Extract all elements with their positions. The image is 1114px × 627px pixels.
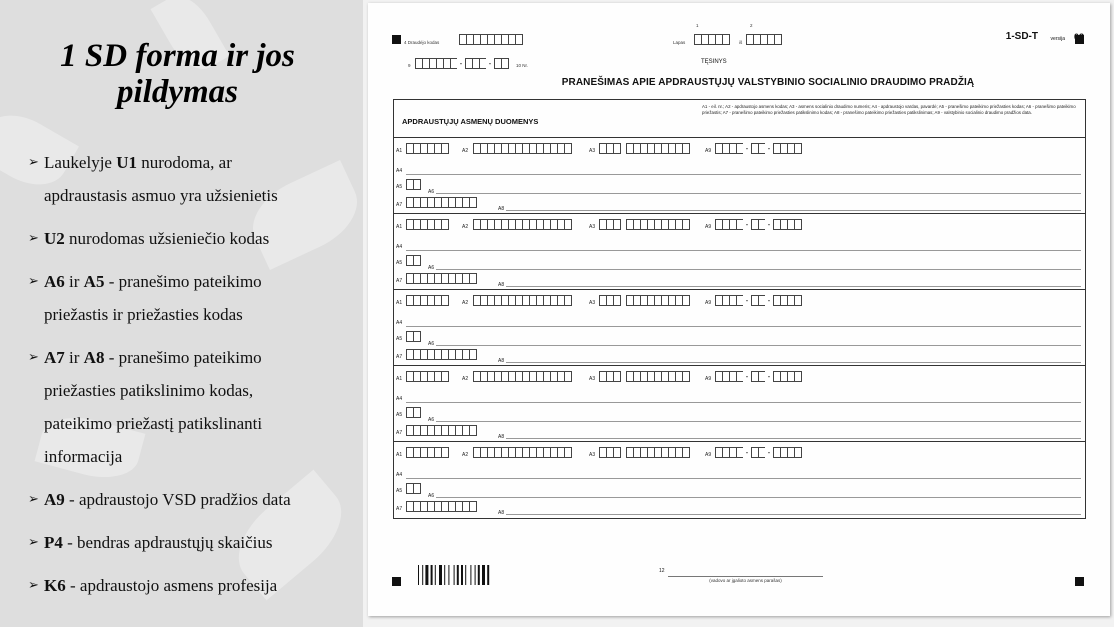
fill-line (436, 421, 1081, 422)
barcode-bar (487, 565, 489, 585)
field-label-a2: A2 (462, 452, 469, 458)
field-label-a8: A8 (498, 358, 505, 364)
field-label-a5: A5 (396, 488, 403, 494)
a3-cells (599, 371, 620, 382)
field-label-a2: A2 (462, 148, 469, 154)
field-label-a8: A8 (498, 206, 505, 212)
a2-cells (473, 447, 571, 458)
bullet-item (28, 146, 358, 212)
a9-cells: - - (715, 295, 801, 306)
text-panel (0, 0, 363, 627)
fill-line (506, 438, 1081, 439)
field-label-a9: A9 (705, 224, 712, 230)
num-1-label: 1 (696, 23, 699, 28)
a1-cells (406, 219, 448, 230)
bullet-continuation: apdraustasis asmuo yra užsienietis (44, 186, 278, 205)
a9-cells: - - (715, 447, 801, 458)
slide-title-line: 1 SD forma ir jos (60, 38, 295, 74)
continuation-label: TĘSINYS (701, 59, 727, 65)
field-label-a2: A2 (462, 376, 469, 382)
barcode-bar (448, 565, 449, 585)
person-block (394, 366, 1085, 442)
is-label: iš (739, 40, 743, 45)
num-2-label: 2 (750, 23, 753, 28)
a7-cells (406, 349, 476, 360)
bullet-list (28, 146, 358, 602)
a9-cells: - - (715, 371, 801, 382)
field-label-a7: A7 (396, 278, 403, 284)
table-title: APDRAUSTŲJŲ ASMENŲ DUOMENYS (402, 117, 539, 126)
signature-number: 12 (659, 568, 665, 574)
person-block (394, 138, 1085, 214)
registration-mark-icon (1075, 577, 1084, 586)
field-label-a1: A1 (396, 300, 403, 306)
field-label-a9: A9 (705, 300, 712, 306)
bullet-text: P4 - bendras apdraustųjų skaičius (44, 533, 273, 552)
arrow-bullet-icon: ➢ (28, 578, 39, 593)
field-label-a2: A2 (462, 300, 469, 306)
bullet-text: Laukelyje U1 nurodoma, ar (44, 153, 232, 172)
bullet-text: U2 nurodomas užsieniečio kodas (44, 229, 270, 248)
a2-cells (473, 371, 571, 382)
field-label-a4: A4 (396, 320, 403, 326)
a3-cells (599, 295, 620, 306)
signature-caption: (vadovo ar įgalioto asmens parašas) (709, 578, 782, 583)
field-label-a7: A7 (396, 506, 403, 512)
field-label-a9: A9 (705, 376, 712, 382)
insured-persons-table (393, 99, 1086, 519)
fill-line (406, 326, 1081, 327)
registration-mark-icon (392, 35, 401, 44)
field-9-label: 9 (408, 63, 411, 68)
a5-cells (406, 407, 420, 418)
field-label-a5: A5 (396, 412, 403, 418)
field-label-a6: A6 (428, 265, 435, 271)
bullet-item (28, 265, 358, 331)
a1-cells (406, 143, 448, 154)
barcode-bar (444, 565, 445, 585)
field-label-a1: A1 (396, 224, 403, 230)
a7-cells (406, 425, 476, 436)
field-label-a3: A3 (589, 300, 596, 306)
barcode-bar (470, 565, 471, 585)
field-label-a4: A4 (396, 472, 403, 478)
barcode-bar (418, 565, 419, 585)
arrow-bullet-icon: ➢ (28, 492, 39, 507)
a2-cells (473, 295, 571, 306)
form-sheet (368, 3, 1110, 616)
a3-cells (599, 219, 620, 230)
person-block (394, 214, 1085, 290)
barcode-bar (478, 565, 480, 585)
arrow-bullet-icon: ➢ (28, 350, 39, 365)
bullet-text: A9 - apdraustojo VSD pradžios data (44, 490, 291, 509)
barcode-bar (475, 565, 476, 585)
fill-line (406, 478, 1081, 479)
lapas-label: Lapas (673, 40, 686, 45)
field-label-a1: A1 (396, 376, 403, 382)
is-cells (746, 34, 781, 45)
barcode-image (418, 565, 500, 585)
fill-line (406, 174, 1081, 175)
field-label-a6: A6 (428, 189, 435, 195)
arrow-bullet-icon: ➢ (28, 535, 39, 550)
bullet-continuation: priežasties patikslinimo kodas, (44, 381, 254, 400)
field-label-a7: A7 (396, 430, 403, 436)
field-label-a4: A4 (396, 168, 403, 174)
field-label-a3: A3 (589, 224, 596, 230)
a9-cells: - - (715, 219, 801, 230)
fill-line (436, 193, 1081, 194)
barcode-bar (454, 565, 455, 585)
fill-line (506, 286, 1081, 287)
a3-cells-b (626, 371, 689, 382)
field-label-a6: A6 (428, 493, 435, 499)
field-label-a5: A5 (396, 336, 403, 342)
field-label-a3: A3 (589, 376, 596, 382)
bullet-text: A6 ir A5 - pranešimo pateikimo (44, 272, 262, 291)
a5-cells (406, 255, 420, 266)
field-label-a8: A8 (498, 510, 505, 516)
barcode-bar (425, 565, 428, 585)
nr-label: 10 Nr. (516, 63, 529, 68)
bullet-continuation: pateikimo priežastį patikslinanti (44, 414, 263, 433)
field-label-a6: A6 (428, 341, 435, 347)
barcode-bar (465, 565, 466, 585)
field-label-a5: A5 (396, 260, 403, 266)
field-label-a7: A7 (396, 354, 403, 360)
fill-line (436, 345, 1081, 346)
form-heading: PRANEŠIMAS APIE APDRAUSTŲJŲ VALSTYBINIO SOCIALINIO DRAUDIMO PRADŽIĄ (561, 77, 975, 88)
a3-cells-b (626, 219, 689, 230)
barcode-bar (457, 565, 459, 585)
field-label-a4: A4 (396, 396, 403, 402)
bullet-item (28, 526, 358, 559)
draudejo-kodas-cells (459, 34, 522, 45)
field-label-a8: A8 (498, 282, 505, 288)
field-label-a3: A3 (589, 452, 596, 458)
signature-line (668, 576, 823, 577)
arrow-bullet-icon: ➢ (28, 231, 39, 246)
fill-line (506, 210, 1081, 211)
a3-cells-b (626, 295, 689, 306)
bullet-continuation: informacija (44, 447, 123, 466)
a5-cells (406, 331, 420, 342)
field-label-a1: A1 (396, 148, 403, 154)
field-label-a2: A2 (462, 224, 469, 230)
a5-cells (406, 483, 420, 494)
field-label-a1: A1 (396, 452, 403, 458)
fill-line (406, 402, 1081, 403)
a3-cells (599, 143, 620, 154)
a5-cells (406, 179, 420, 190)
a7-cells (406, 197, 476, 208)
field-label-a8: A8 (498, 434, 505, 440)
a7-cells (406, 501, 476, 512)
fill-line (436, 497, 1081, 498)
barcode-bar (482, 565, 485, 585)
bullet-item (28, 222, 358, 255)
version-value: 03 (1073, 32, 1084, 42)
field-label-a9: A9 (705, 148, 712, 154)
form-code: 1-SD-T (1005, 31, 1038, 42)
field-legend: A1 - eil. nr.; A2 - apdraustojo asmens kodas; A3 - asmens socialinio draudimo numeris; A4 - apdraustojo vardas, pavardė; A5 - pranešimo pateikimo priežasties kodas; A6 - pranešimo pateikimo priežastis; A7 - pranešimo pateikimo priežasties patikslinimo kodas; A8 - pranešimo pateikimo priežasties patikslinimas; A9 - valstybinio socialinio draudimo pradžios data. (702, 104, 1076, 115)
barcode-bar (435, 565, 436, 585)
bullet-text: A7 ir A8 - pranešimo pateikimo (44, 348, 262, 367)
version-label: versija (1050, 36, 1065, 42)
field-label-a5: A5 (396, 184, 403, 190)
a7-cells (406, 273, 476, 284)
slide-title-line: pildymas (117, 74, 238, 110)
a1-cells (406, 447, 448, 458)
barcode-bar (461, 565, 463, 585)
draudejo-kodas-label: 4 Draudėjo kodas (404, 40, 440, 45)
arrow-bullet-icon: ➢ (28, 274, 39, 289)
a9-cells: - - (715, 143, 801, 154)
a3-cells (599, 447, 620, 458)
a2-cells (473, 143, 571, 154)
field-label-a7: A7 (396, 202, 403, 208)
field-label-a9: A9 (705, 452, 712, 458)
lapas-cells (694, 34, 729, 45)
bullet-item (28, 483, 358, 516)
a3-cells-b (626, 447, 689, 458)
field-label-a3: A3 (589, 148, 596, 154)
fill-line (506, 514, 1081, 515)
bullet-text: K6 - apdraustojo asmens profesija (44, 576, 278, 595)
bullet-item (28, 569, 358, 602)
a3-cells-b (626, 143, 689, 154)
field-9-cells: - - (415, 58, 508, 69)
bullet-item (28, 341, 358, 473)
arrow-bullet-icon: ➢ (28, 155, 39, 170)
bullet-continuation: priežastis ir priežasties kodas (44, 305, 243, 324)
fill-line (406, 250, 1081, 251)
a1-cells (406, 371, 448, 382)
barcode-bar (422, 565, 423, 585)
person-block (394, 442, 1085, 518)
barcode-bar (431, 565, 433, 585)
field-label-a6: A6 (428, 417, 435, 423)
table-header (394, 100, 1085, 138)
fill-line (506, 362, 1081, 363)
field-label-a4: A4 (396, 244, 403, 250)
fill-line (436, 269, 1081, 270)
a2-cells (473, 219, 571, 230)
form-image-panel (363, 0, 1114, 627)
person-block (394, 290, 1085, 366)
a1-cells (406, 295, 448, 306)
registration-mark-icon (392, 577, 401, 586)
slide-title (10, 38, 345, 110)
barcode-bar (439, 565, 442, 585)
